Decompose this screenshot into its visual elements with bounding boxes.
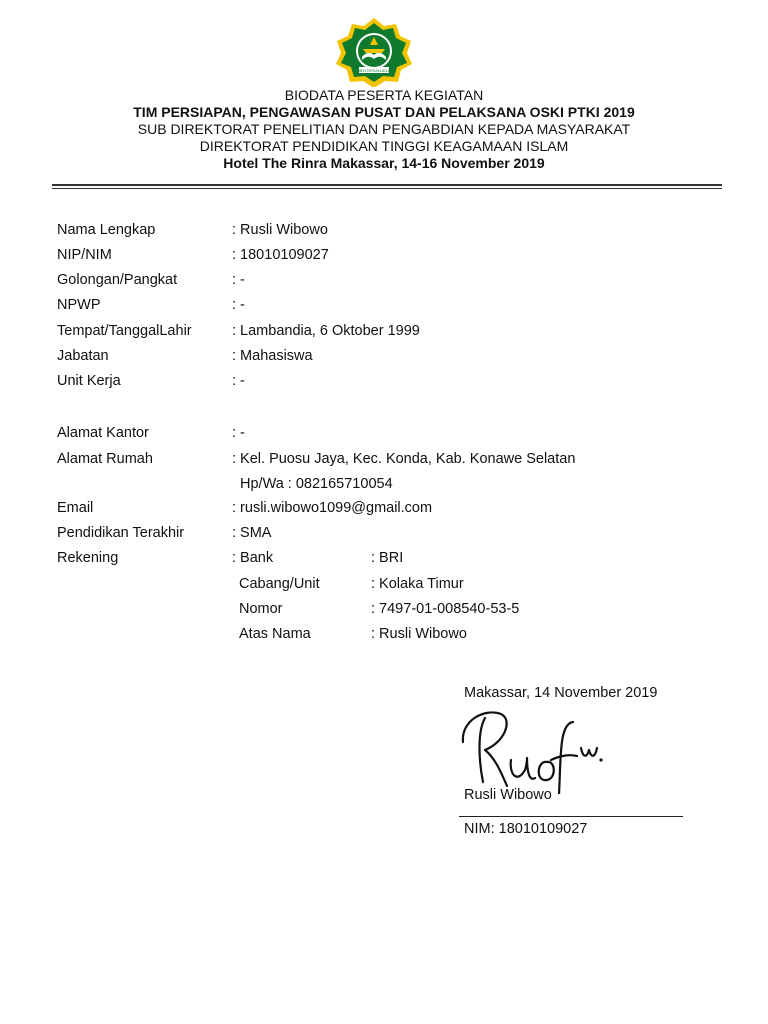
bank-label: : Bank — [232, 550, 274, 566]
cabang-label: Cabang/Unit — [239, 576, 320, 592]
alamat-kantor-label: Alamat Kantor — [57, 425, 149, 441]
header-subdirectorate: SUB DIREKTORAT PENELITIAN DAN PENGABDIAN KEPADA MASYARAKAT — [137, 121, 631, 137]
header-team: TIM PERSIAPAN, PENGAWASAN PUSAT DAN PELAKSANA OSKI PTKI 2019 — [133, 104, 635, 120]
alamat-rumah-label: Alamat Rumah — [57, 451, 153, 467]
nip-label: NIP/NIM — [57, 247, 112, 263]
nama-label: Nama Lengkap — [57, 222, 156, 238]
handwritten-signature — [455, 702, 605, 794]
npwp-label: NPWP — [57, 297, 101, 313]
alamat-kantor-value: : - — [232, 425, 245, 441]
atas-nama-label: Atas Nama — [239, 626, 311, 642]
unit-kerja-value: : - — [232, 373, 245, 389]
golongan-label: Golongan/Pangkat — [57, 272, 178, 288]
header-divider-bottom — [52, 188, 722, 189]
bank-value: : BRI — [371, 550, 404, 566]
logo-text: KEMENTERIAN AGAMA — [351, 68, 397, 73]
header-divider-top — [52, 184, 722, 186]
npwp-value: : - — [232, 297, 245, 313]
hp-value: Hp/Wa : 082165710054 — [240, 476, 393, 492]
nip-value: : 18010109027 — [232, 247, 329, 263]
jabatan-label: Jabatan — [57, 348, 109, 364]
rekening-label: Rekening — [57, 550, 119, 566]
atas-nama-value: : Rusli Wibowo — [371, 626, 467, 642]
alamat-rumah-value: : Kel. Puosu Jaya, Kec. Konda, Kab. Konawe Selatan — [232, 451, 576, 467]
unit-kerja-label: Unit Kerja — [57, 373, 121, 389]
nomor-label: Nomor — [239, 601, 283, 617]
nama-value: : Rusli Wibowo — [232, 222, 328, 238]
signature-nim: NIM: 18010109027 — [464, 821, 588, 837]
pendidikan-label: Pendidikan Terakhir — [57, 525, 185, 541]
header-title: BIODATA PESERTA KEGIATAN — [284, 87, 484, 103]
email-label: Email — [57, 500, 94, 516]
header-venue: Hotel The Rinra Makassar, 14-16 November 2019 — [223, 155, 545, 171]
ttl-value: : Lambandia, 6 Oktober 1999 — [232, 323, 420, 339]
signature-line — [459, 816, 683, 817]
signature-name: Rusli Wibowo — [464, 787, 552, 803]
signature-place-date: Makassar, 14 November 2019 — [464, 685, 658, 701]
kementerian-agama-logo — [335, 17, 413, 87]
nomor-value: : 7497-01-008540-53-5 — [371, 601, 520, 617]
cabang-value: : Kolaka Timur — [371, 576, 464, 592]
header-directorate: DIREKTORAT PENDIDIKAN TINGGI KEAGAMAAN ISLAM — [199, 138, 569, 154]
jabatan-value: : Mahasiswa — [232, 348, 313, 364]
email-value: : rusli.wibowo1099@gmail.com — [232, 500, 433, 516]
golongan-value: : - — [232, 272, 245, 288]
ttl-label: Tempat/TanggalLahir — [57, 323, 192, 339]
pendidikan-value: : SMA — [232, 525, 272, 541]
